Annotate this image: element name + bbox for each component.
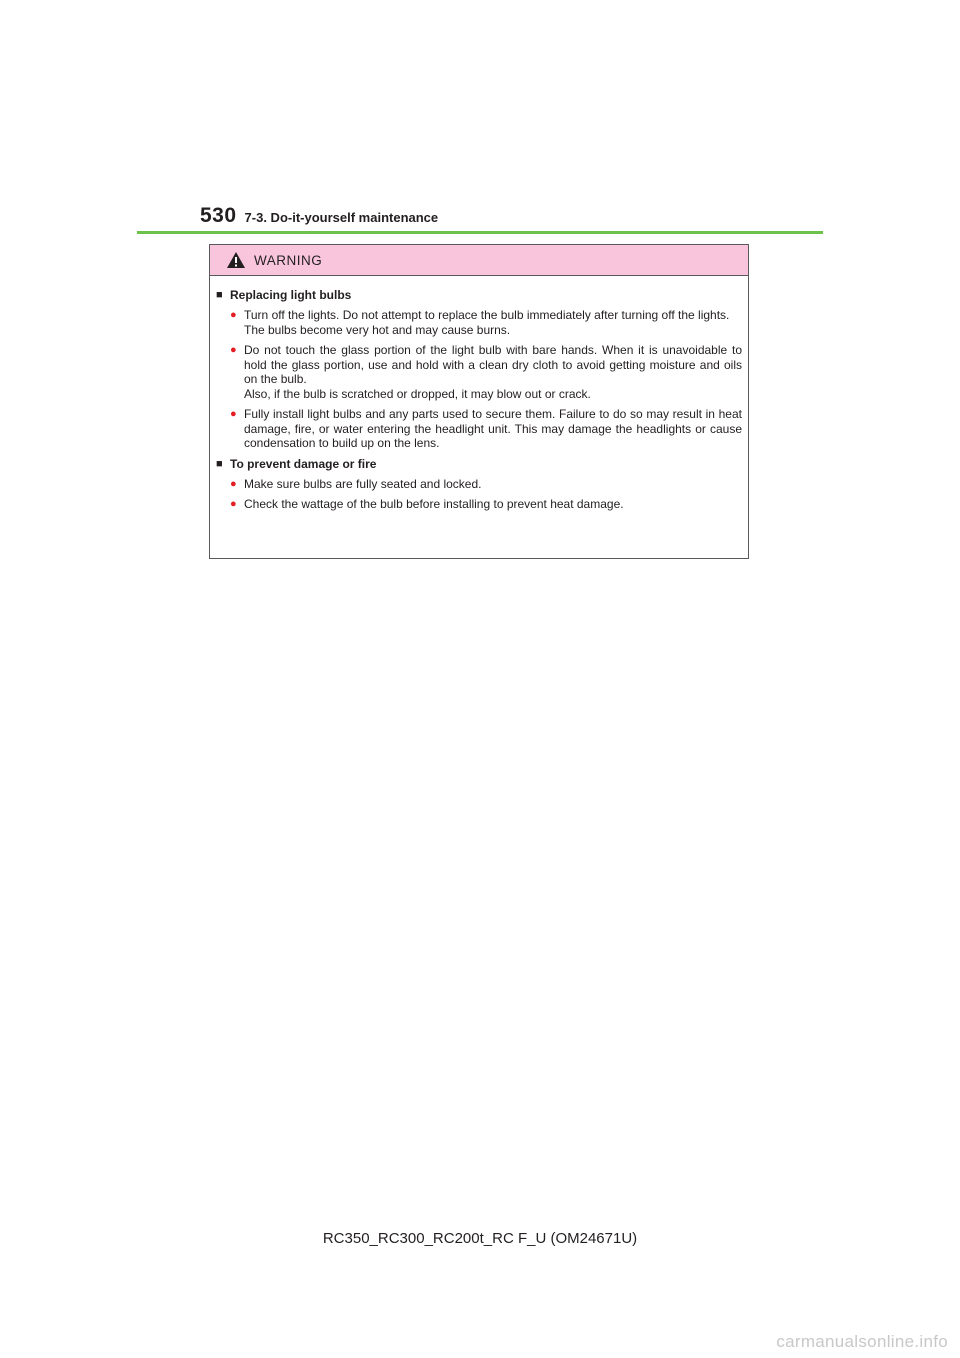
warning-header — [210, 245, 748, 276]
watermark: carmanualsonline.info — [776, 1332, 948, 1351]
warning-box — [209, 244, 749, 559]
bullet-item — [230, 343, 742, 401]
square-bullet-icon: ■ — [216, 457, 223, 470]
warning-title: WARNING — [254, 252, 323, 268]
bullet-text: Do not touch the glass portion of the light bulb with bare hands. When it is unavoidable to hold the glass portion, use and hold with a clean dry cloth to avoid getting moisture and oils on the bulb. Also, if the bulb is scratched or dropped, it may blow out or crack. — [244, 343, 742, 401]
red-bullet-icon: ● — [230, 309, 237, 321]
model-code-footer: RC350_RC300_RC200t_RC F_U (OM24671U) — [322, 1230, 638, 1247]
red-bullet-icon: ● — [230, 498, 237, 510]
section-heading — [216, 288, 742, 302]
warning-body — [210, 276, 748, 512]
section-heading-text: To prevent damage or fire — [230, 456, 377, 471]
bullet-text: Fully install light bulbs and any parts used to secure them. Failure to do so may result in heat damage, fire, or water entering the headlight unit. This may damage the headlights or cause condensation to build up on the lens. — [244, 407, 742, 450]
section-title: 7-3. Do-it-yourself maintenance — [244, 210, 439, 225]
bullet-item — [230, 497, 742, 512]
bullet-item — [230, 477, 742, 492]
bullet-text: Turn off the lights. Do not attempt to replace the bulb immediately after turning off the lights. The bulbs become very hot and may cause burns. — [244, 308, 730, 337]
page-number: 530 — [200, 204, 237, 227]
red-bullet-icon: ● — [230, 408, 237, 420]
square-bullet-icon: ■ — [216, 289, 223, 301]
warning-triangle-icon — [226, 251, 246, 269]
bullet-item — [230, 407, 742, 451]
bullet-text: Make sure bulbs are fully seated and locked. — [244, 476, 482, 491]
red-bullet-icon: ● — [230, 344, 237, 356]
red-bullet-icon: ● — [230, 477, 237, 490]
section-heading-text: Replacing light bulbs — [230, 288, 352, 302]
header-divider — [137, 231, 823, 234]
bullet-text: Check the wattage of the bulb before installing to prevent heat damage. — [244, 497, 624, 511]
bullet-item — [230, 308, 742, 337]
section-heading — [216, 457, 742, 471]
page-header — [200, 204, 438, 230]
